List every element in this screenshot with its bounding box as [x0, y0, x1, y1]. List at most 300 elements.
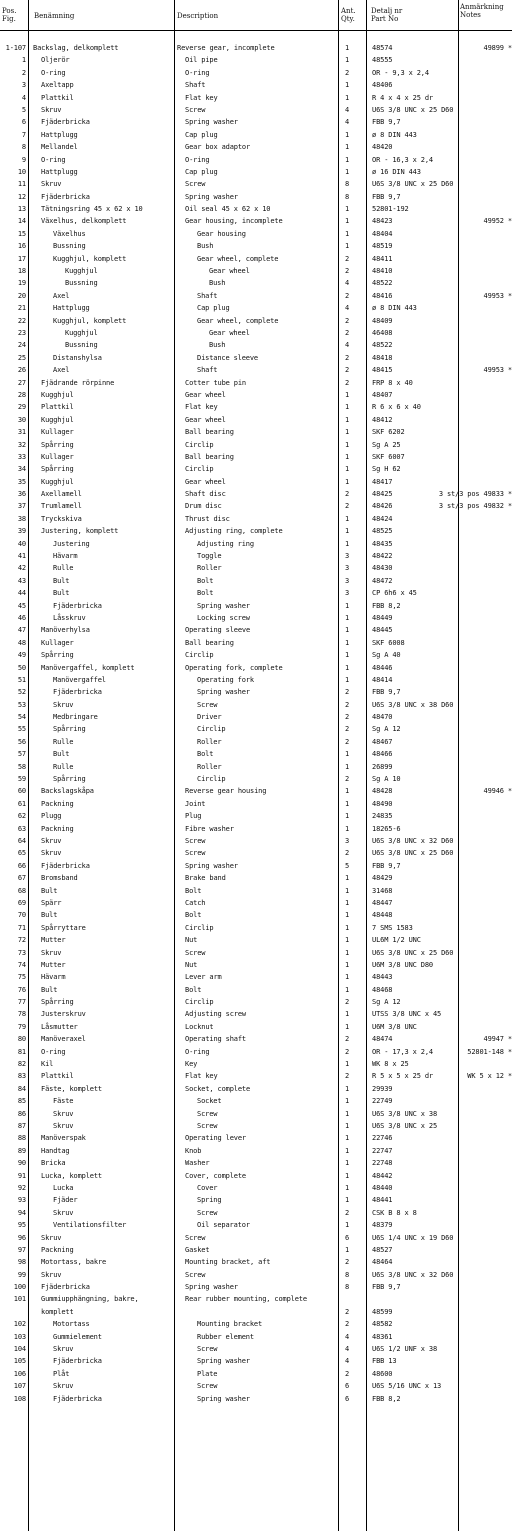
swedish-name: Spårring	[41, 998, 74, 1007]
part-number: 48379	[372, 1221, 393, 1230]
part-number: U6M 3/8 UNC	[372, 1022, 417, 1031]
quantity: 1	[344, 948, 350, 957]
swedish-name: Handtag	[41, 1146, 70, 1155]
part-number: 48429	[372, 874, 393, 883]
position-number: 52	[17, 688, 26, 697]
table-row	[0, 824, 512, 836]
part-number: 48574	[372, 44, 393, 52]
header-benamning: Benämning	[34, 12, 75, 20]
position-number: 28	[17, 390, 26, 399]
position-number: 95	[17, 1221, 26, 1230]
english-description: Shaft	[197, 291, 218, 300]
swedish-name: Bussning	[65, 341, 98, 350]
table-row	[0, 390, 512, 402]
quantity: 4	[344, 1345, 350, 1354]
part-number: 48412	[372, 415, 393, 424]
position-number: 59	[17, 775, 26, 784]
quantity: 4	[344, 341, 350, 350]
quantity: 1	[344, 539, 350, 548]
part-number: U6S 3/8 UNC x 25 D60	[372, 948, 454, 957]
quantity: 1	[344, 44, 350, 52]
english-description: Gear wheel	[185, 477, 226, 486]
position-number: 103	[13, 1332, 26, 1341]
swedish-name: Fjäderbricka	[53, 1394, 102, 1403]
english-description: Spring washer	[197, 1357, 250, 1366]
position-number: 20	[17, 291, 26, 300]
swedish-name: Skruv	[53, 1109, 74, 1118]
quantity: 8	[344, 1270, 350, 1279]
table-row	[0, 1146, 512, 1158]
quantity: 2	[344, 291, 350, 300]
position-number: 48	[17, 638, 26, 647]
table-row	[0, 1245, 512, 1257]
english-description: Gear wheel	[185, 415, 226, 424]
position-number: 96	[17, 1233, 26, 1242]
english-description: Driver	[197, 713, 222, 722]
english-description: Thrust disc	[185, 514, 230, 523]
position-number: 51	[17, 675, 26, 684]
quantity: 1	[344, 601, 350, 610]
table-row	[0, 1183, 512, 1195]
english-description: Lever arm	[185, 973, 222, 982]
swedish-name: Backslag, delkomplett	[33, 44, 119, 52]
table-row	[0, 179, 512, 191]
english-description: Operating fork, complete	[185, 663, 283, 672]
english-description: Screw	[197, 1121, 218, 1130]
table-row	[0, 167, 512, 179]
table-row	[0, 1294, 512, 1306]
english-description: Flat key	[185, 93, 218, 102]
part-number: U6S 3/8 UNC x 38 D60	[372, 700, 454, 709]
swedish-name: Rulle	[53, 564, 74, 573]
english-description: Circlip	[185, 923, 214, 932]
english-description: Plug	[185, 812, 202, 821]
position-number: 22	[17, 316, 26, 325]
english-description: Gear housing	[197, 229, 246, 238]
english-description: Ball bearing	[185, 428, 234, 437]
quantity: 1	[344, 886, 350, 895]
quantity: 1	[344, 242, 350, 251]
table-row	[0, 1096, 512, 1108]
quantity: 2	[344, 490, 350, 499]
part-number: 29939	[372, 1084, 393, 1093]
part-number: 48409	[372, 316, 393, 325]
table-row	[0, 353, 512, 365]
english-description: Locking screw	[197, 613, 250, 622]
header-notes: Anmärkning Notes	[460, 3, 504, 19]
quantity: 1	[344, 787, 350, 796]
part-number: 31468	[372, 886, 393, 895]
position-number: 82	[17, 1060, 26, 1069]
quantity: 2	[344, 1320, 350, 1329]
position-number: 80	[17, 1035, 26, 1044]
position-number: 74	[17, 960, 26, 969]
english-description: Socket, complete	[185, 1084, 251, 1093]
swedish-name: Fäste, komplett	[41, 1084, 102, 1093]
swedish-name: Fjäderbricka	[41, 118, 90, 127]
swedish-name: Gummielement	[53, 1332, 102, 1341]
swedish-name: Packning	[41, 824, 74, 833]
english-description: Plate	[197, 1369, 218, 1378]
position-number: 102	[13, 1320, 26, 1329]
swedish-name: Bussning	[65, 279, 98, 288]
english-description: Cover	[197, 1183, 218, 1192]
part-number: 48443	[372, 973, 393, 982]
part-number: ø 8 DIN 443	[372, 304, 417, 313]
position-number: 107	[13, 1382, 26, 1391]
swedish-name: Tryckskiva	[41, 514, 82, 523]
english-description: Oil pipe	[185, 56, 218, 65]
position-number: 55	[17, 725, 26, 734]
swedish-name: Fjäderbricka	[41, 861, 90, 870]
note: 49952 *	[483, 217, 512, 226]
quantity: 1	[344, 81, 350, 90]
part-number: 48600	[372, 1369, 393, 1378]
english-description: Shaft	[185, 81, 206, 90]
table-row	[0, 526, 512, 538]
part-number: Sg A 10	[372, 775, 401, 784]
swedish-name: Manöverhylsa	[41, 626, 90, 635]
english-description: Rubber element	[197, 1332, 254, 1341]
table-row	[0, 117, 512, 129]
english-description: Rear rubber mounting, complete	[185, 1295, 307, 1304]
swedish-name: Växelhus, delkomplett	[41, 217, 127, 226]
swedish-name: Lucka	[53, 1183, 74, 1192]
part-number: 48464	[372, 1258, 393, 1267]
english-description: Cotter tube pin	[185, 378, 246, 387]
english-description: Screw	[185, 837, 206, 845]
position-number: 5	[21, 105, 26, 114]
part-number: 48474	[372, 1035, 393, 1044]
note: 49946 *	[483, 787, 512, 796]
table-row	[0, 786, 512, 798]
english-description: Screw	[185, 1233, 206, 1242]
table-row	[0, 378, 512, 390]
table-row	[0, 415, 512, 427]
table-row	[0, 55, 512, 67]
swedish-name: Plåt	[53, 1369, 70, 1378]
part-number: Sg A 25	[372, 440, 401, 449]
part-number: 48414	[372, 675, 393, 684]
part-number: FBB 9,7	[372, 688, 401, 697]
swedish-name: Spårring	[41, 465, 74, 474]
quantity: 4	[344, 105, 350, 114]
part-number: U6M 3/8 UNC D80	[372, 960, 433, 969]
position-number: 57	[17, 750, 26, 759]
english-description: Washer	[185, 1159, 210, 1168]
english-description: Spring washer	[197, 1394, 250, 1403]
part-number: U6S 5/16 UNC x 13	[372, 1382, 442, 1391]
english-description: Ball bearing	[185, 452, 234, 461]
position-number: 91	[17, 1171, 26, 1180]
table-row	[0, 1307, 512, 1319]
quantity: 2	[344, 1035, 350, 1044]
part-number: 48490	[372, 799, 393, 808]
quantity: 2	[344, 1047, 350, 1056]
part-number: 7 SMS 1583	[372, 923, 413, 932]
position-number: 19	[17, 279, 26, 288]
quantity: 3	[344, 576, 350, 585]
position-number: 108	[13, 1394, 26, 1403]
position-number: 2	[21, 68, 26, 77]
table-row	[0, 774, 512, 786]
quantity: 1	[344, 973, 350, 982]
table-row	[0, 650, 512, 662]
table-row	[0, 229, 512, 241]
position-number: 78	[17, 1010, 26, 1019]
position-number: 31	[17, 428, 26, 437]
table-row	[0, 539, 512, 551]
position-number: 62	[17, 812, 26, 821]
english-description: Circlip	[197, 725, 226, 734]
quantity: 8	[344, 1283, 350, 1292]
table-row	[0, 216, 512, 228]
part-number: OR - 16,3 x 2,4	[372, 155, 433, 164]
swedish-name: Skruv	[41, 837, 62, 845]
position-number: 60	[17, 787, 26, 796]
position-number: 53	[17, 700, 26, 709]
english-description: Gear wheel, complete	[197, 316, 279, 325]
english-description: Operating lever	[185, 1134, 246, 1143]
swedish-name: Plattkil	[41, 1072, 74, 1081]
swedish-name: Spårring	[53, 775, 86, 784]
part-number: 48446	[372, 663, 393, 672]
position-number: 32	[17, 440, 26, 449]
table-row	[0, 1381, 512, 1393]
swedish-name: Trumlamell	[41, 502, 82, 511]
part-number: 48449	[372, 613, 393, 622]
position-number: 104	[13, 1345, 26, 1354]
part-number: U6S 3/8 UNC x 25	[372, 1121, 438, 1130]
position-number: 36	[17, 490, 26, 499]
quantity: 1	[344, 762, 350, 771]
quantity: 1	[344, 874, 350, 883]
part-number: 22747	[372, 1146, 393, 1155]
quantity: 2	[344, 737, 350, 746]
quantity: 4	[344, 304, 350, 313]
quantity: 2	[344, 998, 350, 1007]
swedish-name: Mutter	[41, 936, 66, 945]
position-number: 70	[17, 911, 26, 920]
table-row	[0, 985, 512, 997]
swedish-name: Fjäder	[53, 1196, 78, 1205]
quantity: 2	[344, 1258, 350, 1267]
quantity: 2	[344, 1072, 350, 1081]
swedish-name: Kugghjul	[41, 415, 74, 424]
table-row	[0, 1220, 512, 1232]
english-description: Screw	[185, 1270, 206, 1279]
swedish-name: Plattkil	[41, 403, 74, 412]
part-number: FBB 9,7	[372, 118, 401, 127]
english-description: Cap plug	[185, 130, 218, 139]
part-number: 48522	[372, 341, 393, 350]
part-number: FBB 9,7	[372, 1283, 401, 1292]
part-number: Sg A 12	[372, 998, 401, 1007]
position-number: 39	[17, 527, 26, 536]
english-description: Catch	[185, 898, 206, 907]
swedish-name: Manövergaffel, komplett	[41, 663, 135, 672]
part-number: 48420	[372, 143, 393, 152]
quantity: 1	[344, 217, 350, 226]
english-description: Gasket	[185, 1245, 210, 1254]
position-number: 6	[21, 118, 26, 127]
part-number: U6S 3/8 UNC x 32 D60	[372, 837, 454, 845]
english-description: Nut	[185, 960, 198, 969]
position-number: 92	[17, 1183, 26, 1192]
position-number: 12	[17, 192, 26, 201]
table-row	[0, 886, 512, 898]
position-number: 79	[17, 1022, 26, 1031]
swedish-name: Skruv	[41, 849, 62, 858]
part-number: 18265-6	[372, 824, 401, 833]
position-number: 11	[17, 180, 26, 189]
part-number: 48404	[372, 229, 393, 238]
swedish-name: Oljerör	[41, 56, 70, 65]
swedish-name: Fjäderbricka	[53, 688, 102, 697]
part-number: 48418	[372, 353, 393, 362]
swedish-name: Skruv	[53, 1208, 74, 1217]
table-row	[0, 687, 512, 699]
quantity: 2	[344, 849, 350, 858]
position-number: 84	[17, 1084, 26, 1093]
swedish-name: Justerskruv	[41, 1010, 86, 1019]
swedish-name: Spärr	[41, 898, 62, 907]
table-row	[0, 576, 512, 588]
swedish-name: Mutter	[41, 960, 66, 969]
position-number: 40	[17, 539, 26, 548]
table-row	[0, 910, 512, 922]
position-number: 41	[17, 552, 26, 561]
quantity: 2	[344, 366, 350, 375]
english-description: Bush	[209, 279, 226, 288]
table-row	[0, 43, 512, 55]
part-number: 48423	[372, 217, 393, 226]
position-number: 1-107	[5, 44, 26, 52]
swedish-name: O-ring	[41, 155, 66, 164]
position-number: 68	[17, 886, 26, 895]
part-number: FRP 8 x 40	[372, 378, 413, 387]
swedish-name: Plugg	[41, 812, 62, 821]
table-row	[0, 93, 512, 105]
note: 52801-148 *	[467, 1047, 512, 1056]
swedish-name: Kugghjul, komplett	[53, 316, 127, 325]
quantity: 3	[344, 552, 350, 561]
table-row	[0, 1233, 512, 1245]
quantity: 1	[344, 985, 350, 994]
table-row	[0, 551, 512, 563]
table-row	[0, 278, 512, 290]
swedish-name: Backslagskåpa	[41, 787, 94, 796]
quantity: 2	[344, 328, 350, 337]
quantity: 1	[344, 143, 350, 152]
part-number: FBB 9,7	[372, 861, 401, 870]
english-description: Circlip	[185, 440, 214, 449]
english-description: Screw	[185, 105, 206, 114]
quantity: 1	[344, 812, 350, 821]
english-description: Gear housing, incomplete	[185, 217, 283, 226]
table-row	[0, 1034, 512, 1046]
swedish-name: O-ring	[41, 1047, 66, 1056]
position-number: 18	[17, 267, 26, 276]
table-row	[0, 1071, 512, 1083]
part-number: FBB 8,2	[372, 601, 401, 610]
part-number: 48470	[372, 713, 393, 722]
part-number: 48599	[372, 1307, 393, 1316]
header-pos: Pos. Fig.	[2, 7, 17, 23]
position-number: 100	[13, 1283, 26, 1292]
position-number: 76	[17, 985, 26, 994]
table-row	[0, 68, 512, 80]
swedish-name: Kugghjul	[41, 477, 74, 486]
table-row	[0, 291, 512, 303]
quantity: 2	[344, 1307, 350, 1316]
quantity: 1	[344, 452, 350, 461]
quantity: 1	[344, 56, 350, 65]
quantity: 1	[344, 1084, 350, 1093]
table-header	[0, 0, 512, 31]
table-row	[0, 1394, 512, 1406]
position-number: 9	[21, 155, 26, 164]
position-number: 98	[17, 1258, 26, 1267]
part-number: Sg H 62	[372, 465, 401, 474]
quantity: 1	[344, 960, 350, 969]
position-number: 61	[17, 799, 26, 808]
english-description: Screw	[197, 1109, 218, 1118]
english-description: Bolt	[197, 576, 214, 585]
swedish-name: Kugghjul	[41, 390, 74, 399]
table-row	[0, 972, 512, 984]
swedish-name: Bult	[53, 750, 70, 759]
position-number: 26	[17, 366, 26, 375]
part-number: SKF 6008	[372, 638, 405, 647]
english-description: Flat key	[185, 1072, 218, 1081]
part-number: 48441	[372, 1196, 393, 1205]
part-number: CSK B 8 x 8	[372, 1208, 417, 1217]
swedish-name: Rulle	[53, 762, 74, 771]
swedish-name: Växelhus	[53, 229, 86, 238]
quantity: 1	[344, 1196, 350, 1205]
table-row	[0, 1270, 512, 1282]
position-number: 42	[17, 564, 26, 573]
part-number: U6S 1/4 UNC x 19 D60	[372, 1233, 454, 1242]
swedish-name: Fjäderbricka	[53, 601, 102, 610]
swedish-name: Justering	[53, 539, 90, 548]
table-row	[0, 241, 512, 253]
part-number: 22748	[372, 1159, 393, 1168]
english-description: Cover, complete	[185, 1171, 246, 1180]
quantity: 1	[344, 1134, 350, 1143]
position-number: 21	[17, 304, 26, 313]
table-row	[0, 923, 512, 935]
part-number: 48410	[372, 267, 393, 276]
header-description: Description	[177, 12, 219, 20]
swedish-name: Manöveraxel	[41, 1035, 86, 1044]
table-row	[0, 130, 512, 142]
table-row	[0, 1084, 512, 1096]
position-number: 73	[17, 948, 26, 957]
position-number: 13	[17, 205, 26, 214]
swedish-name: Motortass	[53, 1320, 90, 1329]
swedish-name: Tätningsring 45 x 62 x 10	[41, 205, 143, 214]
swedish-name: Hattplugg	[41, 130, 78, 139]
table-row	[0, 80, 512, 92]
quantity: 1	[344, 911, 350, 920]
part-number: 48447	[372, 898, 393, 907]
table-row	[0, 477, 512, 489]
note: 3 st/3 pos 49833 *	[438, 490, 512, 499]
quantity: 1	[344, 514, 350, 523]
part-number: 48426	[372, 502, 393, 511]
